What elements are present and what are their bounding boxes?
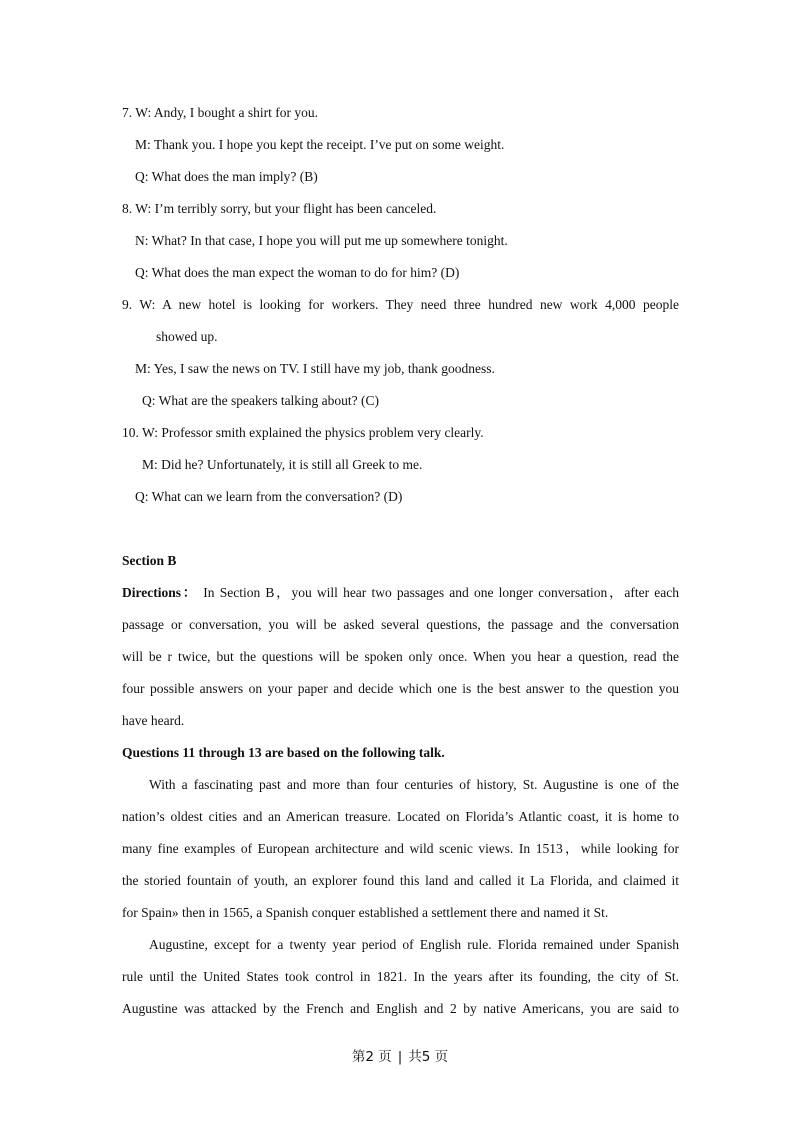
talk-p2-line-1: Augustine, except for a twenty year period of English rule. Florida remained under Spanish — [149, 937, 679, 952]
q8-man-line: N: What? In that case, I hope you will put me up somewhere tonight. — [135, 233, 508, 248]
q8-woman-line: 8. W: I’m terribly sorry, but your flight has been canceled. — [122, 201, 437, 216]
directions-label: Directions： — [122, 585, 199, 600]
directions-text-1: In Section B，you will hear two passages and one longer conversation，after each — [203, 585, 679, 600]
directions-line-3: will be r twice, but the questions will be spoken only once. When you hear a question, read the — [122, 649, 679, 664]
section-b-heading: Section B — [122, 553, 177, 568]
q10-question-line: Q: What can we learn from the conversation? (D) — [135, 489, 403, 504]
q7-man-line: M: Thank you. I hope you kept the receipt. I’ve put on some weight. — [135, 137, 505, 152]
directions-line-4: four possible answers on your paper and decide which one is the best answer to the question you — [122, 681, 679, 696]
talk-heading: Questions 11 through 13 are based on the following talk. — [122, 745, 445, 760]
q9-woman-line-cont: showed up. — [156, 329, 218, 344]
directions-line-1 — [122, 585, 679, 601]
page-total: 共5 页 — [408, 1049, 449, 1065]
footer-separator: | — [397, 1049, 403, 1065]
page-number: 第2 页 — [351, 1049, 392, 1065]
talk-p1-line-1: With a fascinating past and more than four centuries of history, St. Augustine is one of the — [149, 777, 679, 792]
directions-line-5: have heard. — [122, 713, 185, 728]
q7-question-line: Q: What does the man imply? (B) — [135, 169, 318, 184]
directions-line-2: passage or conversation, you will be asked several questions, the passage and the conversation — [122, 617, 679, 632]
talk-p1-line-4: the storied fountain of youth, an explorer found this land and called it La Florida, and claimed it — [122, 873, 679, 888]
q7-woman-line: 7. W: Andy, I bought a shirt for you. — [122, 105, 318, 120]
talk-p1-line-2: nation’s oldest cities and an American treasure. Located on Florida’s Atlantic coast, it is home to — [122, 809, 679, 824]
q8-question-line: Q: What does the man expect the woman to do for him? (D) — [135, 265, 460, 280]
q10-man-line: M: Did he? Unfortunately, it is still all Greek to me. — [142, 457, 423, 472]
q9-question-line: Q: What are the speakers talking about? (C) — [142, 393, 380, 408]
talk-p1-line-3: many fine examples of European architecture and wild scenic views. In 1513，while looking for — [122, 841, 679, 856]
talk-p2-line-3: Augustine was attacked by the French and English and 2 by native Americans, you are said to — [122, 1001, 679, 1016]
q9-man-line: M: Yes, I saw the news on TV. I still have my job, thank goodness. — [135, 361, 495, 376]
page-footer — [0, 1049, 800, 1065]
q9-woman-line: 9. W: A new hotel is looking for workers. They need three hundred new work 4,000 people — [122, 297, 679, 312]
talk-p2-line-2: rule until the United States took control in 1821. In the years after its founding, the city of St. — [122, 969, 679, 984]
q10-woman-line: 10. W: Professor smith explained the physics problem very clearly. — [122, 425, 484, 440]
talk-p1-line-5: for Spain» then in 1565, a Spanish conquer established a settlement there and named it St. — [122, 905, 609, 920]
